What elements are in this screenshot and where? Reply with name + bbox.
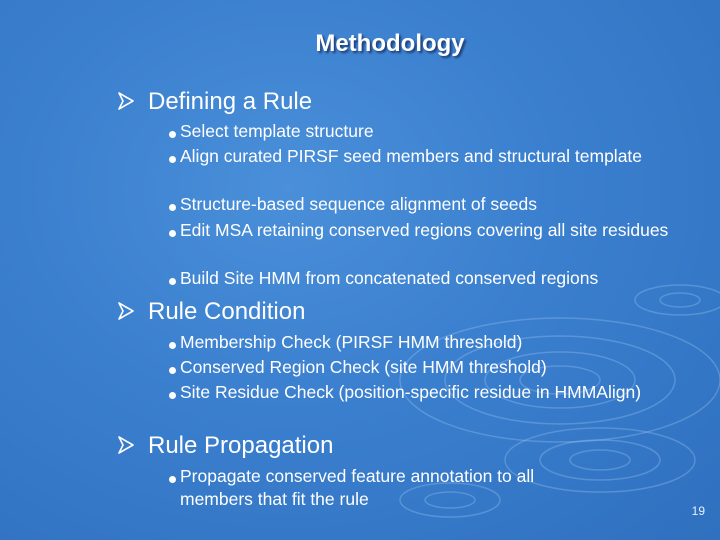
list-item-text: Align curated PIRSF seed members and structural template [180, 146, 643, 166]
list-item-text: Conserved Region Check (site HMM threshold) [180, 357, 547, 377]
arrow-bullet-icon [118, 302, 134, 320]
list-item [180, 193, 680, 216]
dot-bullet-icon [169, 392, 176, 399]
page-number: 19 [691, 504, 705, 518]
list-item-text: Membership Check (PIRSF HMM threshold) [180, 332, 523, 352]
dot-bullet-icon [169, 367, 176, 374]
section-heading-text: Rule Condition [148, 298, 306, 325]
section-heading-text: Defining a Rule [148, 88, 313, 115]
arrow-bullet-icon [118, 92, 134, 110]
slide-title: Methodology [315, 30, 465, 57]
list-item [180, 219, 680, 242]
list-item-text: Structure-based sequence alignment of seeds [180, 194, 538, 214]
dot-bullet-icon [169, 131, 176, 138]
list-item [180, 120, 680, 143]
dot-bullet-icon [169, 230, 176, 237]
arrow-bullet-icon [118, 436, 134, 454]
dot-bullet-icon [169, 156, 176, 163]
dot-bullet-icon [169, 476, 176, 483]
list-item-text: Edit MSA retaining conserved regions covering all site residues [180, 220, 669, 240]
list-item-text: Propagate conserved feature annotation to all members that fit the rule [180, 466, 535, 509]
list-item-text: Site Residue Check (position-specific residue in HMMAlign) [180, 382, 642, 402]
dot-bullet-icon [169, 278, 176, 285]
list-item [180, 267, 680, 290]
list-item [180, 331, 680, 354]
list-item [180, 381, 680, 404]
dot-bullet-icon [169, 342, 176, 349]
list-item [180, 356, 680, 379]
dot-bullet-icon [169, 204, 176, 211]
list-item [180, 465, 610, 511]
list-item [180, 145, 680, 168]
list-item-text: Select template structure [180, 121, 374, 141]
list-item-text: Build Site HMM from concatenated conserved regions [180, 268, 599, 288]
section-heading-text: Rule Propagation [148, 432, 334, 459]
